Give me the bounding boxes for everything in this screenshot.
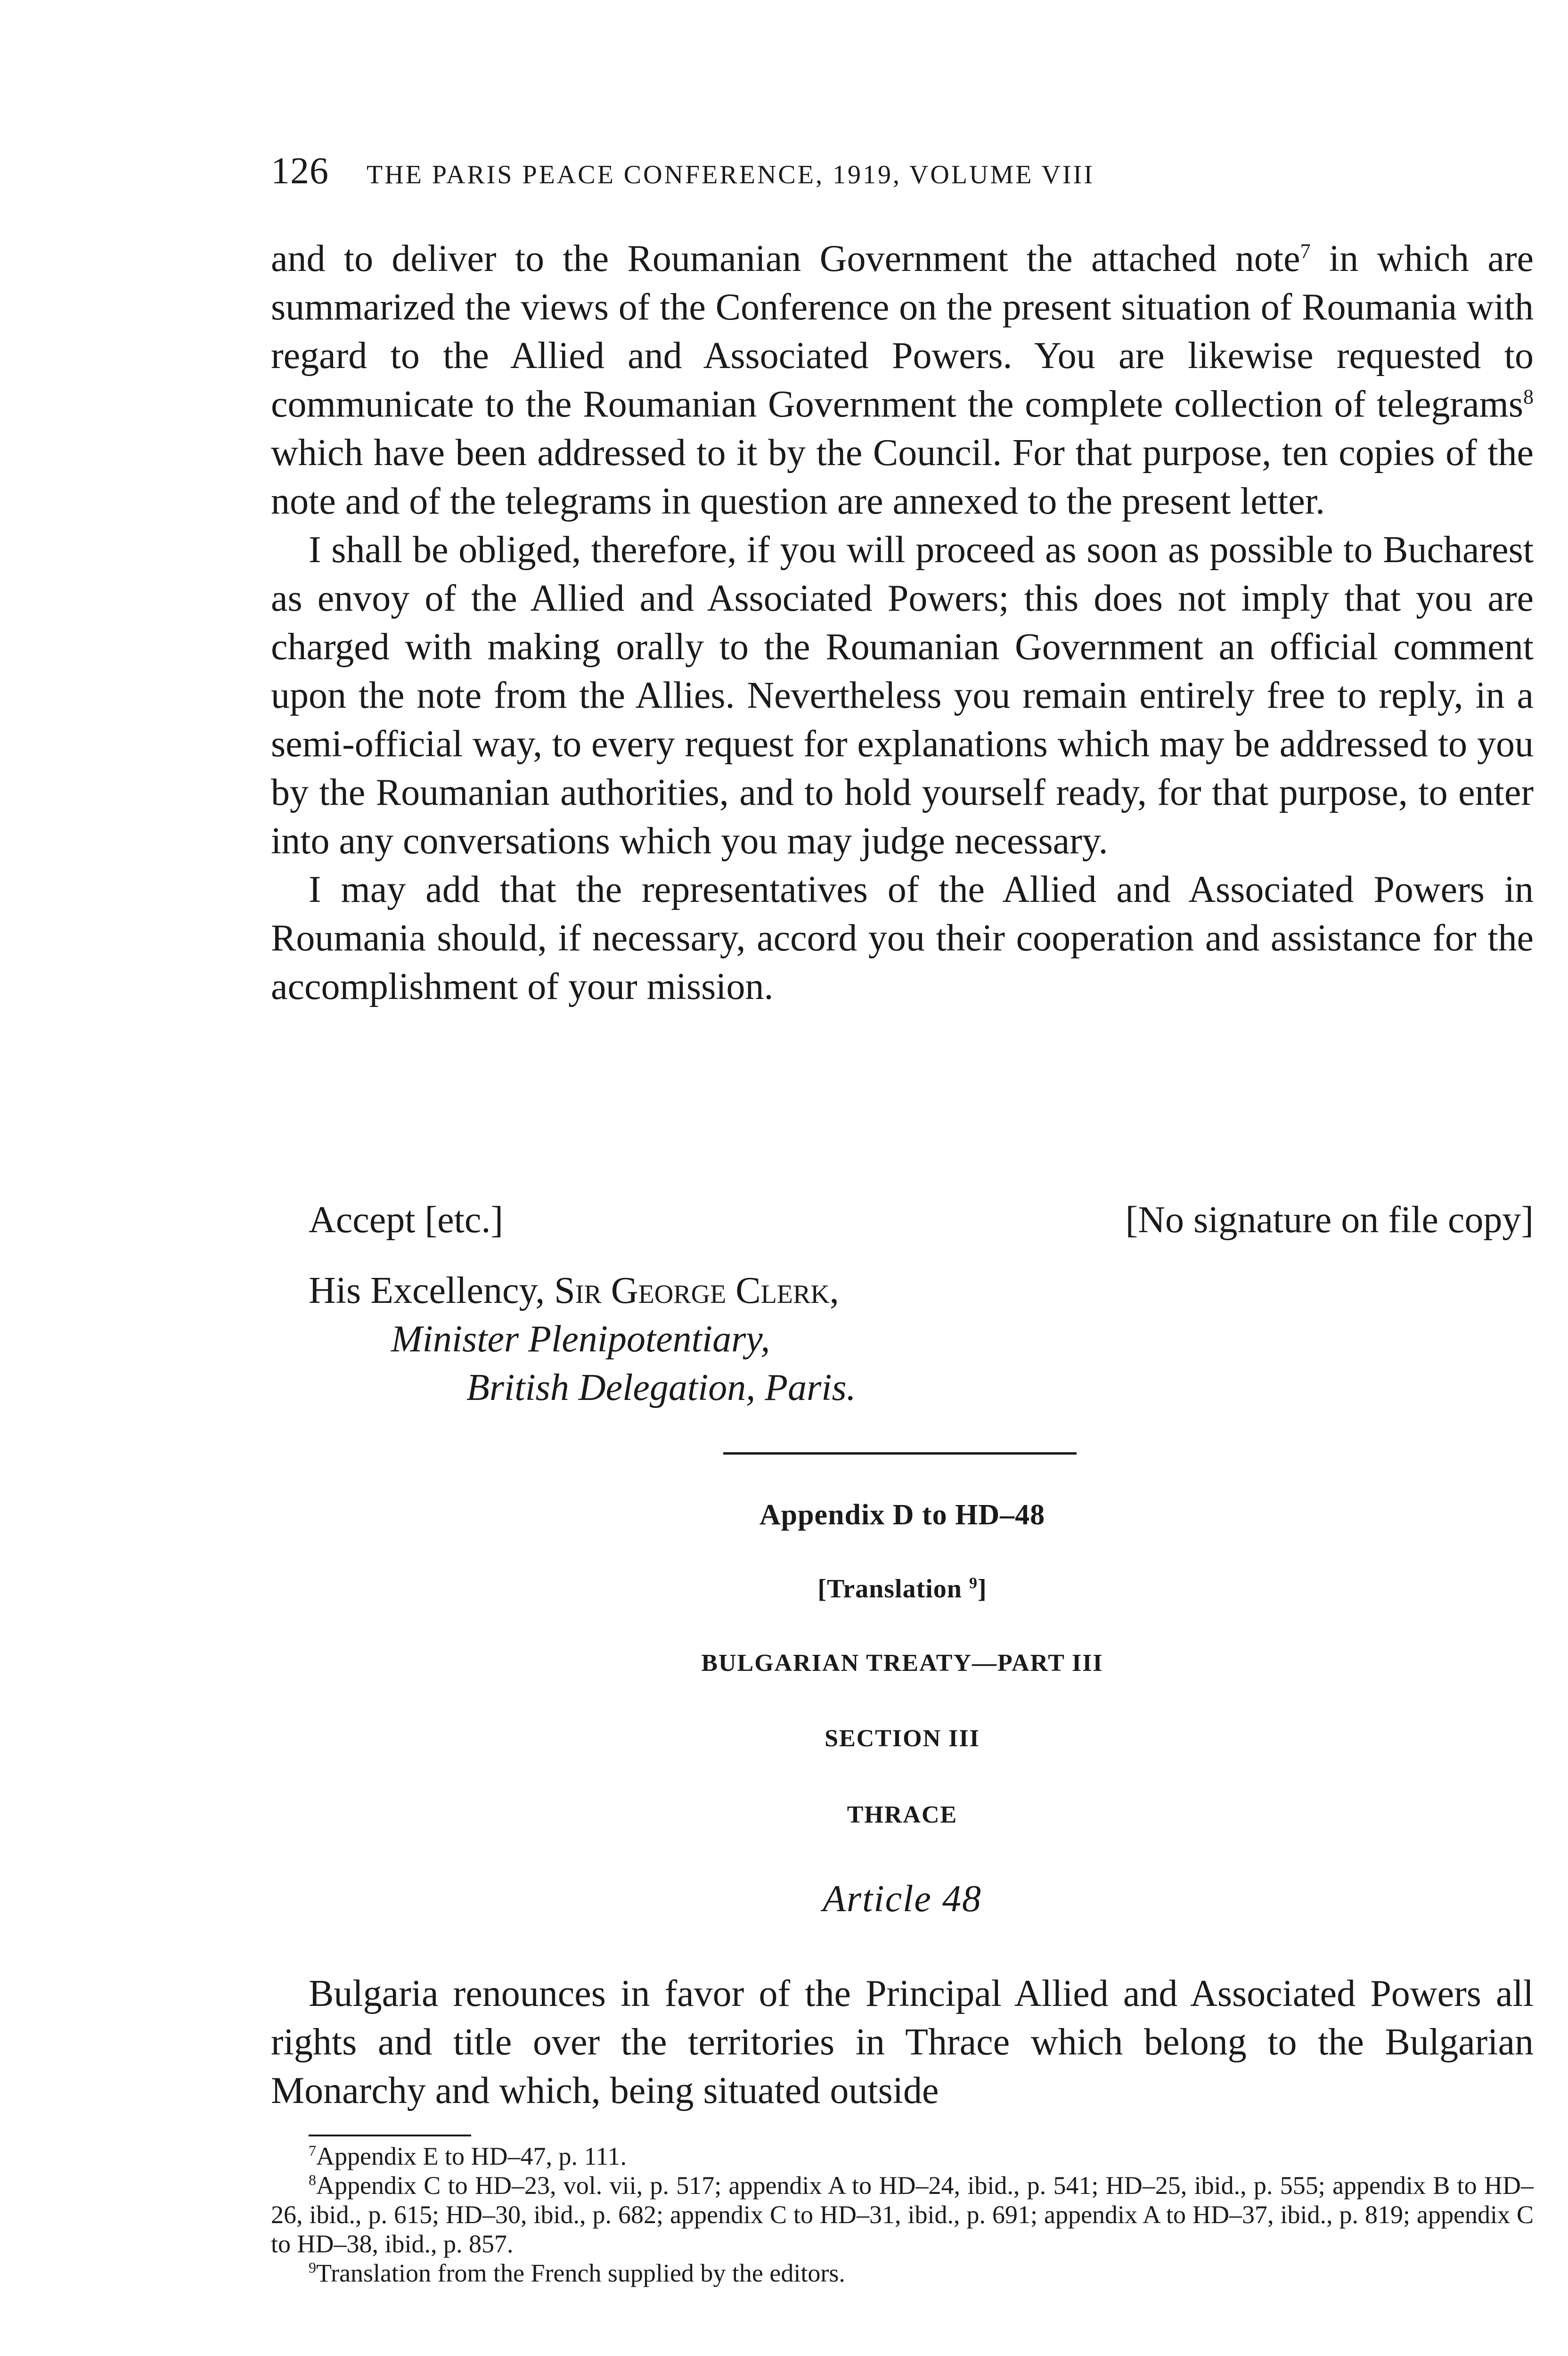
- article-heading: Article 48: [823, 1878, 982, 1920]
- footnote-text: Appendix E to HD–47, p. 111.: [316, 2142, 627, 2170]
- section-heading: SECTION III: [825, 1725, 980, 1752]
- paragraph-3: I may add that the representatives of the Allied and Associated Powers in Roumania should, if necessary, accord you their cooperation and assistance for the accomplishment of your mission.: [271, 869, 1534, 1007]
- addressee-block: [309, 1267, 856, 1412]
- footnote-mark: 7: [309, 2142, 316, 2159]
- translation-note: [271, 1574, 1534, 1604]
- footnote-mark: 8: [309, 2171, 316, 2188]
- paragraph-1-text-a: and to deliver to the Roumanian Government the attached note: [271, 238, 1300, 279]
- region-heading: THRACE: [847, 1801, 958, 1828]
- closing-accept: Accept [etc.]: [309, 1199, 504, 1241]
- addressee-location: British Delegation, Paris.: [466, 1367, 856, 1408]
- page-number: 126: [271, 150, 329, 192]
- appendix-heading: Appendix D to HD–48: [759, 1499, 1045, 1531]
- footnote-ref-7: 7: [1300, 239, 1311, 263]
- addressee-title: Minister Plenipotentiary,: [391, 1318, 770, 1360]
- translation-label: [Translation: [817, 1574, 969, 1603]
- footnote-7: [271, 2142, 1534, 2171]
- document-page: [271, 0, 1534, 2356]
- footnote-text: Translation from the French supplied by the editors.: [316, 2259, 845, 2287]
- addressee-name: Sir George Clerk,: [554, 1270, 839, 1311]
- footnote-ref-8: 8: [1523, 385, 1534, 409]
- closing-line: [309, 1196, 1534, 1244]
- footnote-8: [271, 2171, 1534, 2258]
- paragraph-1-text-b: in which are summarized the views of the Conference on the present situation of Roumania with regard to the Allied and Associated Powers. You are likewise requested to communicate to the Roumanian Government the complete collection of telegrams: [271, 238, 1534, 425]
- letter-body: [271, 235, 1534, 1011]
- running-head: [271, 150, 1534, 193]
- paragraph-1: [271, 235, 1534, 526]
- addressee-line-1: [309, 1267, 856, 1315]
- no-signature-note: [No signature on file copy]: [1125, 1199, 1534, 1241]
- footnote-text: Appendix C to HD–23, vol. vii, p. 517; appendix A to HD–24, ibid., p. 541; HD–25, ibid., p. 555; appendix B to HD–26, ibid., p. 615; HD–30, ibid., p. 682; appendix C to HD–31, ibid., p. 691; appendix A to HD–37, ibid., p. 819; appendix C to HD–38, ibid., p. 857.: [271, 2171, 1534, 2258]
- addressee-salutation: His Excellency,: [309, 1270, 555, 1311]
- footnotes: [271, 2142, 1534, 2288]
- treaty-part-heading: BULGARIAN TREATY—PART III: [701, 1650, 1103, 1677]
- article-text: Bulgaria renounces in favor of the Principal Allied and Associated Powers all rights and title over the territories in Thrace which belong to the Bulgarian Monarchy and which, being situated outside: [271, 1973, 1534, 2111]
- footnote-mark: 9: [309, 2259, 316, 2276]
- translation-close: ]: [977, 1574, 987, 1603]
- paragraph-2: I shall be obliged, therefore, if you will proceed as soon as possible to Bucharest as envoy of the Allied and Associated Powers; this does not imply that you are charged with making orally to the Roumanian Government an official comment upon the note from the Allies. Nevertheless you remain entirely free to reply, in a semi-official way, to every request for explanations which may be addressed to you by the Roumanian authorities, and to hold yourself ready, for that purpose, to enter into any conversations which you may judge necessary.: [271, 529, 1534, 862]
- running-title: THE PARIS PEACE CONFERENCE, 1919, VOLUME VIII: [367, 160, 1094, 189]
- paragraph-1-text-c: which have been addressed to it by the Council. For that purpose, ten copies of the note and of the telegrams in question are annexed to the present letter.: [271, 432, 1534, 522]
- section-divider: [723, 1452, 1077, 1455]
- footnote-ref-9: 9: [969, 1574, 978, 1592]
- footnote-9: [271, 2258, 1534, 2288]
- footnote-divider: [309, 2135, 471, 2136]
